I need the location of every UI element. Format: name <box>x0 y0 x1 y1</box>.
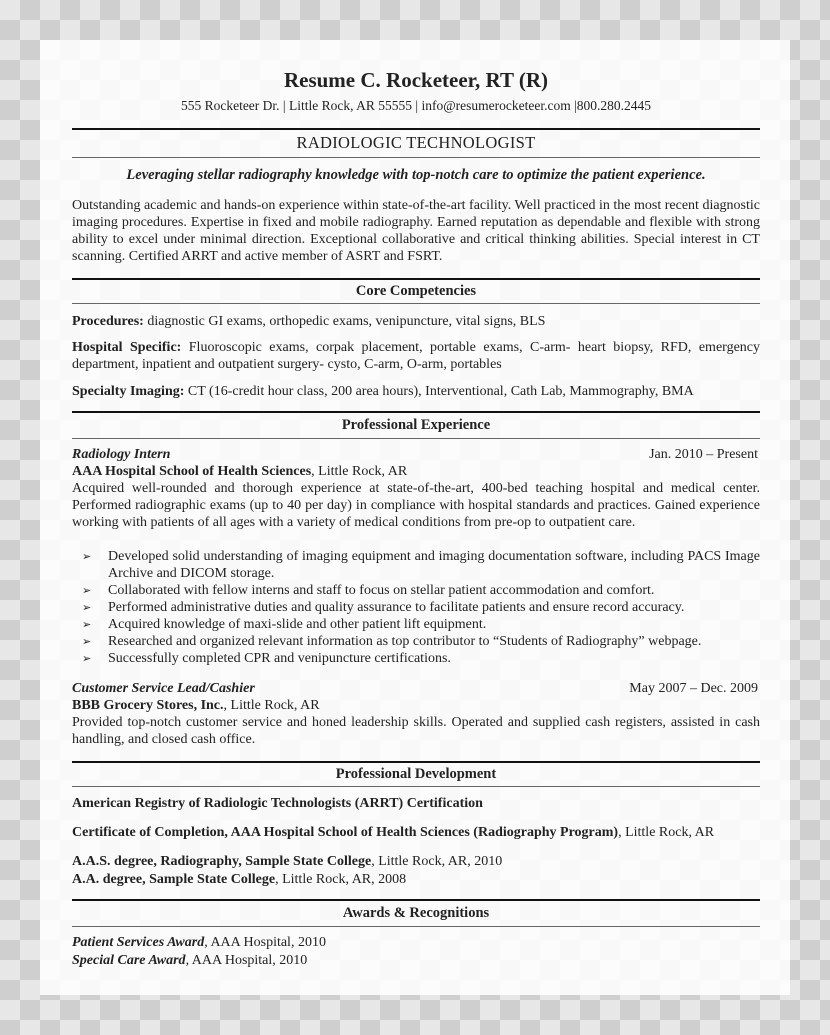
competency-hospital-specific <box>72 339 760 373</box>
award-item <box>72 934 760 951</box>
divider-rule <box>72 157 760 158</box>
job-header-cashier <box>72 680 760 697</box>
divider-rule <box>72 899 760 901</box>
section-heading-experience: Professional Experience <box>341 417 491 433</box>
list-item <box>82 633 760 650</box>
divider-rule <box>72 926 760 927</box>
competency-label: Procedures: <box>72 314 144 329</box>
competency-text: Fluoroscopic exams, corpak placement, portable exams, C-arm- heart biopsy, RFD, emergency department, inpatient and outpatient surgery- cysto, C-arm, O-arm, portables <box>72 340 760 372</box>
development-item <box>72 824 760 841</box>
bullet-text: Successfully completed CPR and venipuncture certifications. <box>108 651 451 666</box>
job-dates: May 2007 – Dec. 2009 <box>629 681 758 696</box>
summary-paragraph: Outstanding academic and hands-on experience within state-of-the-art facility. Well practiced in the most recent diagnostic imaging procedures. Expertise in fixed and mobile radiography. Earned reputation as dependable and flexible with strong ability to excel under minimal direction. Exceptional collaborative and critical thinking abilities. Special interest in CT scanning. Certified ARRT and active member of ASRT and FSRT. <box>72 198 760 264</box>
job-header-intern <box>72 446 760 463</box>
competency-procedures <box>72 313 760 330</box>
development-title: Certificate of Completion, AAA Hospital School of Health Sciences (Radiography Program) <box>72 825 619 840</box>
development-item <box>72 853 760 870</box>
list-item <box>82 650 760 667</box>
development-title: A.A. degree, Sample State College <box>72 872 276 887</box>
award-name: Special Care Award <box>72 953 186 968</box>
competency-text: diagnostic GI exams, orthopedic exams, venipuncture, vital signs, BLS <box>143 314 546 329</box>
job-description: Acquired well-rounded and thorough experience at state-of-the-art, 400-bed teaching hospital and medical center. Performed radiographic exams (up to 40 per day) in compliance with hospital standards and practices. Gained experience working with patients of all ages with a variety of medical conditions from pre-op to outpatient care. <box>72 481 760 530</box>
arrow-bullet-icon: ➢ <box>82 652 92 665</box>
development-detail: , Little Rock, AR <box>618 825 715 840</box>
job-role: Radiology Intern <box>72 447 171 462</box>
divider-rule <box>72 786 760 787</box>
competency-specialty-imaging <box>72 383 760 400</box>
development-item <box>72 871 760 888</box>
bullet-text: Collaborated with fellow interns and staff to focus on stellar patient accommodation and comfort. <box>108 583 655 598</box>
divider-rule <box>72 303 760 304</box>
award-item <box>72 952 760 969</box>
employer-name: AAA Hospital School of Health Sciences <box>72 464 312 479</box>
divider-rule <box>72 761 760 763</box>
competency-label: Specialty Imaging: <box>72 384 185 399</box>
employer-location: , Little Rock, AR <box>223 698 320 713</box>
job-role: Customer Service Lead/Cashier <box>72 681 255 696</box>
employer-name: BBB Grocery Stores, Inc. <box>72 698 224 713</box>
arrow-bullet-icon: ➢ <box>82 601 92 614</box>
bullet-text: Researched and organized relevant information as top contributor to “Students of Radiography” webpage. <box>108 634 702 649</box>
arrow-bullet-icon: ➢ <box>82 584 92 597</box>
section-heading-development: Professional Development <box>335 766 497 782</box>
development-title: A.A.S. degree, Radiography, Sample State College <box>72 854 372 869</box>
competency-text: CT (16-credit hour class, 200 area hours), Interventional, Cath Lab, Mammography, BMA <box>184 384 694 399</box>
bullet-text: Performed administrative duties and quality assurance to facilitate patients and ensure record accuracy. <box>108 600 685 615</box>
list-item <box>82 616 760 633</box>
tagline: Leveraging stellar radiography knowledge with top-notch care to optimize the patient experience. <box>126 167 706 183</box>
divider-rule <box>72 128 760 130</box>
candidate-name: Resume C. Rocketeer, RT (R) <box>283 68 549 92</box>
development-item <box>72 795 760 812</box>
employer-location: , Little Rock, AR <box>311 464 408 479</box>
bullet-text: Acquired knowledge of maxi-slide and other patient lift equipment. <box>108 617 487 632</box>
job-title: RADIOLOGIC TECHNOLOGIST <box>296 133 536 152</box>
list-item <box>82 548 760 582</box>
section-heading-core: Core Competencies <box>355 283 477 299</box>
job-description: Provided top-notch customer service and honed leadership skills. Operated and supplied cash registers, assisted in cash handling, and closed cash office. <box>72 715 760 747</box>
employer-line <box>72 697 760 714</box>
employer-line <box>72 463 760 480</box>
development-title: American Registry of Radiologic Technologists (ARRT) Certification <box>72 796 483 811</box>
section-heading-awards: Awards & Recognitions <box>342 905 490 921</box>
list-item <box>82 599 760 616</box>
arrow-bullet-icon: ➢ <box>82 635 92 648</box>
development-detail: , Little Rock, AR, 2010 <box>371 854 503 869</box>
divider-rule <box>72 278 760 280</box>
list-item <box>82 582 760 599</box>
award-detail: , AAA Hospital, 2010 <box>204 935 326 950</box>
award-detail: , AAA Hospital, 2010 <box>185 953 308 968</box>
contact-line: 555 Rocketeer Dr. | Little Rock, AR 55555 | info@resumerocketeer.com |800.280.2445 <box>180 98 652 113</box>
development-detail: , Little Rock, AR, 2008 <box>275 872 407 887</box>
divider-rule <box>72 438 760 439</box>
achievement-list <box>82 548 760 667</box>
arrow-bullet-icon: ➢ <box>82 618 92 631</box>
arrow-bullet-icon: ➢ <box>82 550 92 563</box>
competency-label: Hospital Specific: <box>72 340 182 355</box>
award-name: Patient Services Award <box>72 935 205 950</box>
job-dates: Jan. 2010 – Present <box>649 447 758 462</box>
bullet-text: Developed solid understanding of imaging equipment and imaging documentation software, including PACS Image Archive and DICOM storage. <box>108 549 760 581</box>
divider-rule <box>72 411 760 413</box>
